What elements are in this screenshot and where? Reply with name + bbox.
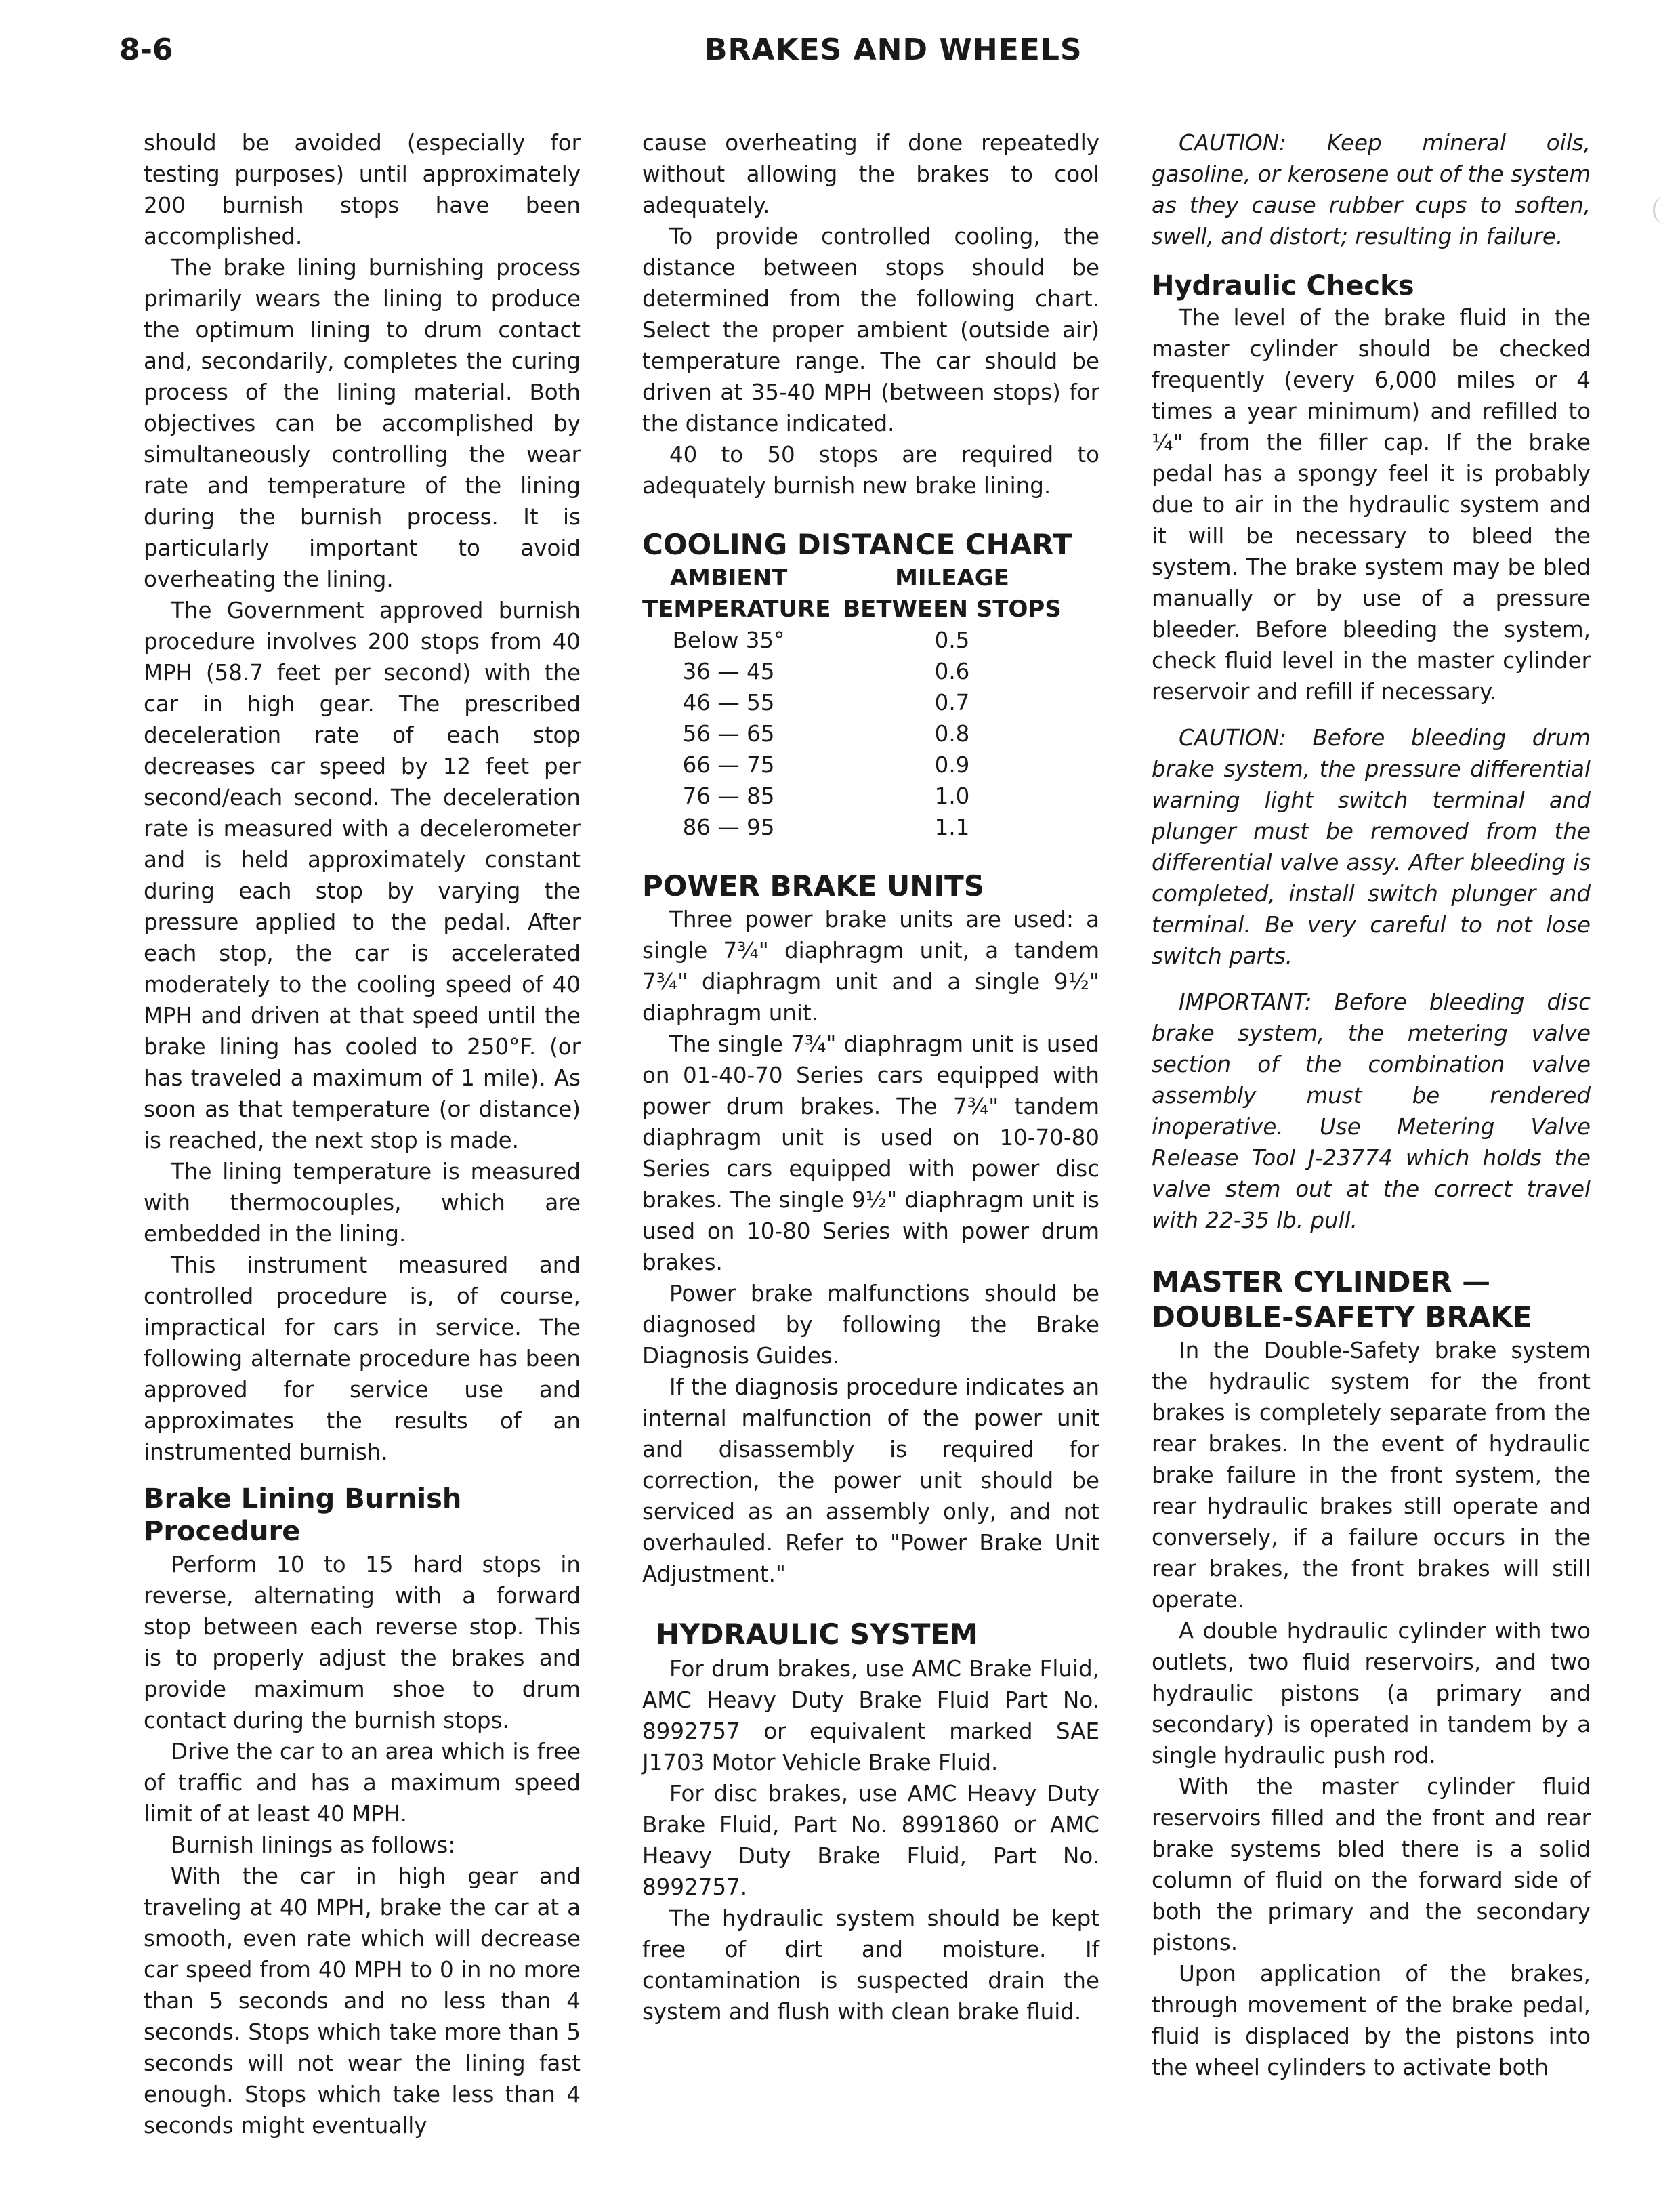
cooling-distance-chart (642, 527, 1089, 843)
paragraph: The brake lining burnishing process primarily wears the lining to produce the optimum lining to drum contact and, secondarily, completes the curing process of the lining material. Both objectives can be accomplished by simultaneously controlling the wear rate and temperature of the lining during the burnish process. It is particularly important to avoid overheating the lining. (144, 255, 581, 592)
chart-header-text: TEMPERATURE (642, 596, 831, 623)
paragraph: For drum brakes, use AMC Brake Fluid, AMC Heavy Duty Brake Fluid Part No. 8992757 or equivalent marked SAE J1703 Motor Vehicle Brake Fluid. (642, 1656, 1099, 1775)
paragraph: The Government approved burnish procedure involves 200 stops from 40 MPH (58.7 feet per second) with the car in high gear. The prescribed deceleration rate of each stop decreases car speed by 12 feet per second/each second. The deceleration rate is measured with a decelerometer and is held approximately constant during each stop by varying the pressure applied to the pedal. After each stop, the car is accelerated moderately to the cooling speed of 40 MPH and driven at that speed until the brake lining has cooled to 250°F. (or has traveled a maximum of 1 mile). As soon as that temperature (or distance) is reached, the next stop is made. (144, 598, 581, 1153)
chart-title: COOLING DISTANCE CHART (642, 528, 1072, 561)
chart-cell-temp: 76 — 85 (682, 783, 775, 809)
section-heading-master-cylinder (1152, 1264, 1591, 1335)
chart-row (642, 781, 1089, 812)
paragraph: With the car in high gear and traveling at 40 MPH, brake the car at a smooth, even rate which will decrease car speed from 40 MPH to 0 in no more than 5 seconds and no less than 4 seconds. Stops which take more than 5 seconds will not wear the lining fast enough. Stops which take less than 4 seconds might eventually (144, 1863, 581, 2139)
caution-note: CAUTION: Keep mineral oils, gasoline, or kerosene out of the system as they cause rubber cups to soften, swell, and distort; resulting in failure. (1152, 130, 1591, 249)
chart-row (642, 749, 1089, 781)
chart-row (642, 718, 1089, 749)
paragraph: For disc brakes, use AMC Heavy Duty Brake Fluid, Part No. 8991860 or AMC Heavy Duty Brake Fluid, Part No. 8992757. (642, 1781, 1099, 1900)
caution-note: CAUTION: Before bleeding drum brake system, the pressure differential warning light switch terminal and plunger must be removed from the differential valve assy. After bleeding is completed, install switch plunger and terminal. Be very careful to not lose switch parts. (1152, 725, 1591, 969)
paragraph: The single 7¾" diaphragm unit is used on 01-40-70 Series cars equipped with power drum brakes. The 7¾" tandem diaphragm unit is used on 10-70-80 Series cars equipped with power disc brakes. The single 9½" diaphragm unit is used on 10-80 Series with power drum brakes. (642, 1031, 1099, 1275)
chart-cell-temp: 86 — 95 (682, 814, 775, 840)
section-heading-burnish: Brake Lining Burnish Procedure (144, 1483, 462, 1547)
paragraph: Drive the car to an area which is free of traffic and has a maximum speed limit of at least 40 MPH. (144, 1739, 581, 1827)
paragraph: Burnish linings as follows: (171, 1832, 456, 1858)
chart-cell-miles: 0.7 (934, 690, 970, 716)
chart-header-text: MILEAGE (895, 564, 1009, 592)
paragraph: A double hydraulic cylinder with two outlets, two fluid reservoirs, and two hydraulic pistons (a primary and secondary) is operated in tandem by a single hydraulic push rod. (1152, 1618, 1591, 1769)
section-heading-hydraulic: HYDRAULIC SYSTEM (656, 1617, 978, 1651)
important-note: IMPORTANT: Before bleeding disc brake system, the metering valve section of the combination valve assembly must be rendered inoperative. Use Metering Valve Release Tool J-23774 which holds the valve stem out at the correct travel with 22-35 lb. pull. (1152, 989, 1591, 1233)
paragraph: This instrument measured and controlled procedure is, of course, impractical for cars in service. The following alternate procedure has been approved for service use and approximates the results of an instrumented burnish. (144, 1252, 581, 1465)
paragraph: cause overheating if done repeatedly without allowing the brakes to cool adequately. (642, 130, 1099, 218)
paragraph: Three power brake units are used: a single 7¾" diaphragm unit, a tandem 7¾" diaphragm unit and a single 9½" diaphragm unit. (642, 907, 1099, 1026)
chart-row (642, 687, 1089, 718)
chart-header-row (642, 562, 1089, 625)
paragraph: 40 to 50 stops are required to adequately burnish new brake lining. (642, 442, 1099, 499)
section-heading-hydraulic-checks: Hydraulic Checks (1152, 270, 1414, 302)
chart-row (642, 625, 1089, 656)
paragraph: Perform 10 to 15 hard stops in reverse, alternating with a forward stop between each reverse stop. This is to properly adjust the brakes and provide maximum shoe to drum contact during the burnish stops. (144, 1552, 581, 1733)
paragraph: If the diagnosis procedure indicates an internal malfunction of the power unit and disassembly is required for correction, the power unit should be serviced as an assembly only, and not overhauled. Refer to "Power Brake Unit Adjustment." (642, 1374, 1099, 1587)
chart-cell-miles: 0.8 (934, 721, 970, 747)
paragraph: should be avoided (especially for testing purposes) until approximately 200 burnish stops have been accomplished. (144, 130, 581, 249)
paragraph: Power brake malfunctions should be diagnosed by following the Brake Diagnosis Guides. (642, 1281, 1099, 1369)
page-number: 8-6 (119, 33, 173, 67)
column-middle (642, 127, 1099, 2027)
chart-cell-miles: 1.0 (934, 783, 970, 809)
paragraph: Upon application of the brakes, through movement of the brake pedal, fluid is displaced by the pistons into the wheel cylinders to activate both (1152, 1961, 1591, 2080)
chart-cell-temp: 56 — 65 (682, 721, 775, 747)
chart-cell-temp: 36 — 45 (682, 659, 775, 684)
chart-header-text: AMBIENT (669, 564, 788, 592)
chart-header-ambient (642, 562, 831, 625)
chart-cell-temp: 66 — 75 (682, 752, 775, 778)
paragraph: The level of the brake fluid in the master cylinder should be checked frequently (every 6,000 miles or 4 times a year minimum) and refilled to ¼" from the filler cap. If the brake pedal has a spongy feel it is probably due to air in the hydraulic system and it will be necessary to bleed the system. The brake system may be bled manually or by use of a pressure bleeder. Before bleeding the system, check fluid level in the master cylinder reservoir and refill if necessary. (1152, 305, 1591, 705)
chart-cell-miles: 0.5 (934, 627, 970, 653)
heading-line: MASTER CYLINDER — (1152, 1265, 1491, 1298)
heading-line: DOUBLE-SAFETY BRAKE (1152, 1300, 1532, 1334)
chart-row (642, 812, 1089, 843)
section-heading-power-brake: POWER BRAKE UNITS (642, 869, 984, 903)
paragraph: The hydraulic system should be kept free of dirt and moisture. If contamination is suspected drain the system and flush with clean brake fluid. (642, 1905, 1099, 2025)
column-right (1152, 127, 1591, 2083)
chart-cell-miles: 0.6 (934, 659, 970, 684)
chart-header-text: BETWEEN STOPS (843, 596, 1062, 623)
chart-cell-temp: 46 — 55 (682, 690, 775, 716)
paragraph: The lining temperature is measured with thermocouples, which are embedded in the lining. (144, 1159, 581, 1247)
chart-cell-miles: 0.9 (934, 752, 970, 778)
chart-header-mileage (815, 562, 1089, 625)
page-title: BRAKES AND WHEELS (705, 33, 1083, 67)
paragraph: To provide controlled cooling, the distance between stops should be determined from the following chart. Select the proper ambient (outside air) temperature range. The car should be driven at 35-40 MPH (between stops) for the distance indicated. (642, 224, 1099, 436)
column-left (144, 127, 581, 2141)
chart-cell-temp: Below 35° (672, 627, 785, 653)
paragraph: With the master cylinder fluid reservoirs filled and the front and rear brake systems bled there is a solid column of fluid on the forward side of both the primary and the secondary pistons. (1152, 1774, 1591, 1956)
chart-row (642, 656, 1089, 687)
paragraph: In the Double-Safety brake system the hydraulic system for the front brakes is completely separate from the rear brakes. In the event of hydraulic brake failure in the front system, the rear hydraulic brakes still operate and conversely, if a failure occurs in the rear brakes, the front brakes will still operate. (1152, 1338, 1591, 1613)
page-edge-mark (1653, 197, 1675, 224)
chart-cell-miles: 1.1 (934, 814, 970, 840)
